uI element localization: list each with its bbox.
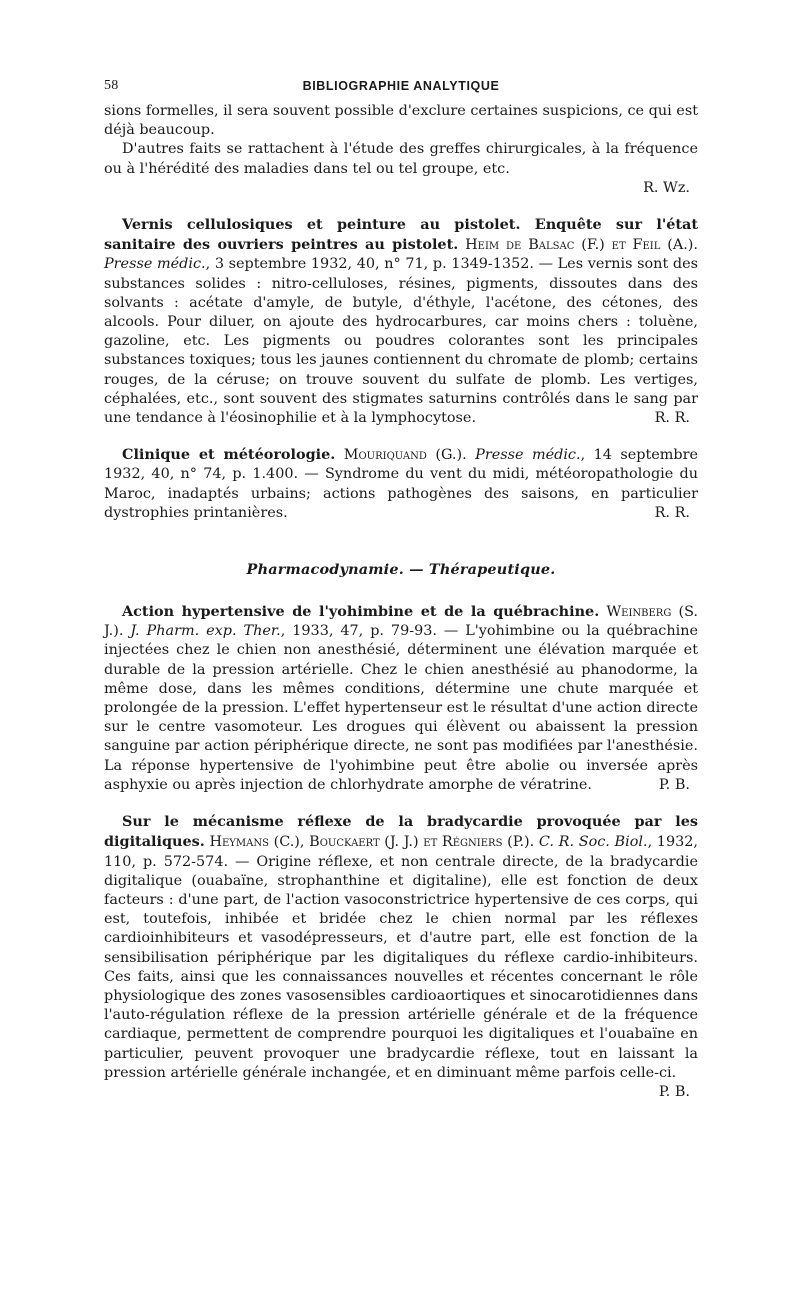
reviewer-signature: R. Wz. xyxy=(643,179,690,196)
entry-paragraph xyxy=(104,215,698,428)
continuation-text xyxy=(104,102,698,198)
entry-authors: Heymans (C.), Bouckaert (J. J.) et Régniers (P.). xyxy=(209,834,535,851)
section-heading: Pharmacodynamie. — Thérapeutique. xyxy=(246,561,556,579)
reviewer-signature: R. R. xyxy=(654,410,690,427)
entry-abstract: — Origine réflexe, et non centrale directe, de la bradycardie digitalique (ouabaïne, strophanthine et digitaline), elle est fonction de deux facteurs : d'une part, de l'action vasoconstrictrice hypertensive de ces corps, qui est, toutefois, inhibée et bridée chez le chien normal par les réflexes cardioinhibiteurs et vasodépresseurs, et d'autre part, elle est fonction de la sensibilisation périphérique par les digitaliques du réflexe cardio-inhibiteurs. Ces faits, ainsi que les connaissances nouvelles et récentes concernant le rôle physiologique des zones vasosensibles cardioaortiques et sinocarotidiennes dans l'auto-régulation réflexe de la pression artérielle générale et de la fréquence cardiaque, permettent de comprendre pourquoi les digitaliques et l'ouabaïne en particulier, peuvent provoquer une bradycardie réflexe, tout en laissant la pression artérielle générale inchangée, et en diminuant même parfois celle-ci. xyxy=(104,853,698,1081)
entry-title: Sur le mécanisme réflexe de la bradycardie provoquée par les digitaliques. xyxy=(104,813,698,851)
entry-journal: C. R. Soc. Biol. xyxy=(538,834,648,851)
document-page xyxy=(104,78,698,1102)
bibliography-entry xyxy=(104,602,698,795)
entry-paragraph xyxy=(104,445,698,523)
bibliography-entry xyxy=(104,812,698,1102)
bibliography-entry xyxy=(104,215,698,428)
continuation-paragraph: sions formelles, il sera souvent possible d'exclure certaines suspicions, ce qui est déjà beaucoup. xyxy=(104,103,698,139)
entry-abstract: — Les vernis sont des substances solides : nitro-celluloses, résines, pigments, dissoutes dans des solvants : acétate d'amyle, de butyle, d'éthyle, l'acétone, des cétones, des alcools. Pour diluer, on ajoute des hydrocarbures, car moins chers : toluène, gazoline, etc. Les pigments ou poudres colorantes sont les principales substances toxiques; tous les jaunes contiennent du chromate de plomb; certains rouges, de la céruse; on trouve souvent du sulfate de plomb. Les vertiges, céphalées, etc., sont souvent des stigmates saturnins contrôlés dans le sang par une tendance à l'éosinophilie et à la lymphocytose. xyxy=(104,256,698,427)
entry-citation: , 1932, 110, p. 572-574. xyxy=(104,834,698,870)
entry-journal: J. Pharm. exp. Ther. xyxy=(130,623,281,640)
entry-citation: , 3 septembre 1932, 40, n° 71, p. 1349-1352. xyxy=(205,256,534,273)
entry-journal: Presse médic. xyxy=(104,256,206,273)
entry-title: Clinique et météorologie. xyxy=(122,446,336,464)
entry-citation: , 1933, 47, p. 79-93. xyxy=(280,623,437,640)
reviewer-signature: P. B. xyxy=(658,776,690,793)
entry-title: Vernis cellulosiques et peinture au pistolet. Enquête sur l'état sanitaire des ouvriers peintres au pistolet. xyxy=(104,216,698,254)
reviewer-signature: R. R. xyxy=(654,504,690,521)
entry-authors: Weinberg (S. J.). xyxy=(104,604,698,640)
reviewer-signature: P. B. xyxy=(658,1083,690,1100)
entry-citation: , 14 septembre 1932, 40, n° 74, p. 1.400. xyxy=(104,447,698,483)
entry-paragraph xyxy=(104,812,698,1102)
page-header xyxy=(104,78,698,102)
continuation-paragraph: D'autres faits se rattachent à l'étude des greffes chirurgicales, à la fréquence ou à l'hérédité des maladies dans tel ou tel groupe, etc. xyxy=(104,141,698,177)
entry-title: Action hypertensive de l'yohimbine et de la québrachine. xyxy=(122,603,600,621)
entry-authors: Mouriquand (G.). xyxy=(343,447,467,464)
entry-paragraph xyxy=(104,602,698,795)
running-title: BIBLIOGRAPHIE ANALYTIQUE xyxy=(302,79,500,93)
page-number: 58 xyxy=(104,78,119,93)
entry-abstract: — Syndrome du vent du midi, météoropathologie du Maroc, inadaptés urbains; actions pathogènes des saisons, en particulier dystrophies printanières. xyxy=(104,466,698,521)
entry-journal: Presse médic. xyxy=(475,447,581,464)
entry-authors: Heim de Balsac (F.) et Feil (A.). xyxy=(465,237,698,254)
entry-abstract: — L'yohimbine ou la québrachine injectées chez le chien non anesthésié, déterminent une élévation marquée et durable de la pression artérielle. Chez le chien anesthésié au phanodorme, la même dose, dans les mêmes conditions, détermine une chute marquée et prolongée de la pression. L'effet hypertenseur est le résultat d'une action directe sur le centre vasomoteur. Les drogues qui élèvent ou abaissent la pression sanguine par action périphérique directe, ne sont pas modifiées par l'anesthésie. La réponse hypertensive de l'yohimbine peut être abolie ou inversée après asphyxie ou après injection de chlorhydrate amorphe de vératrine. xyxy=(104,623,698,793)
bibliography-entry xyxy=(104,445,698,523)
